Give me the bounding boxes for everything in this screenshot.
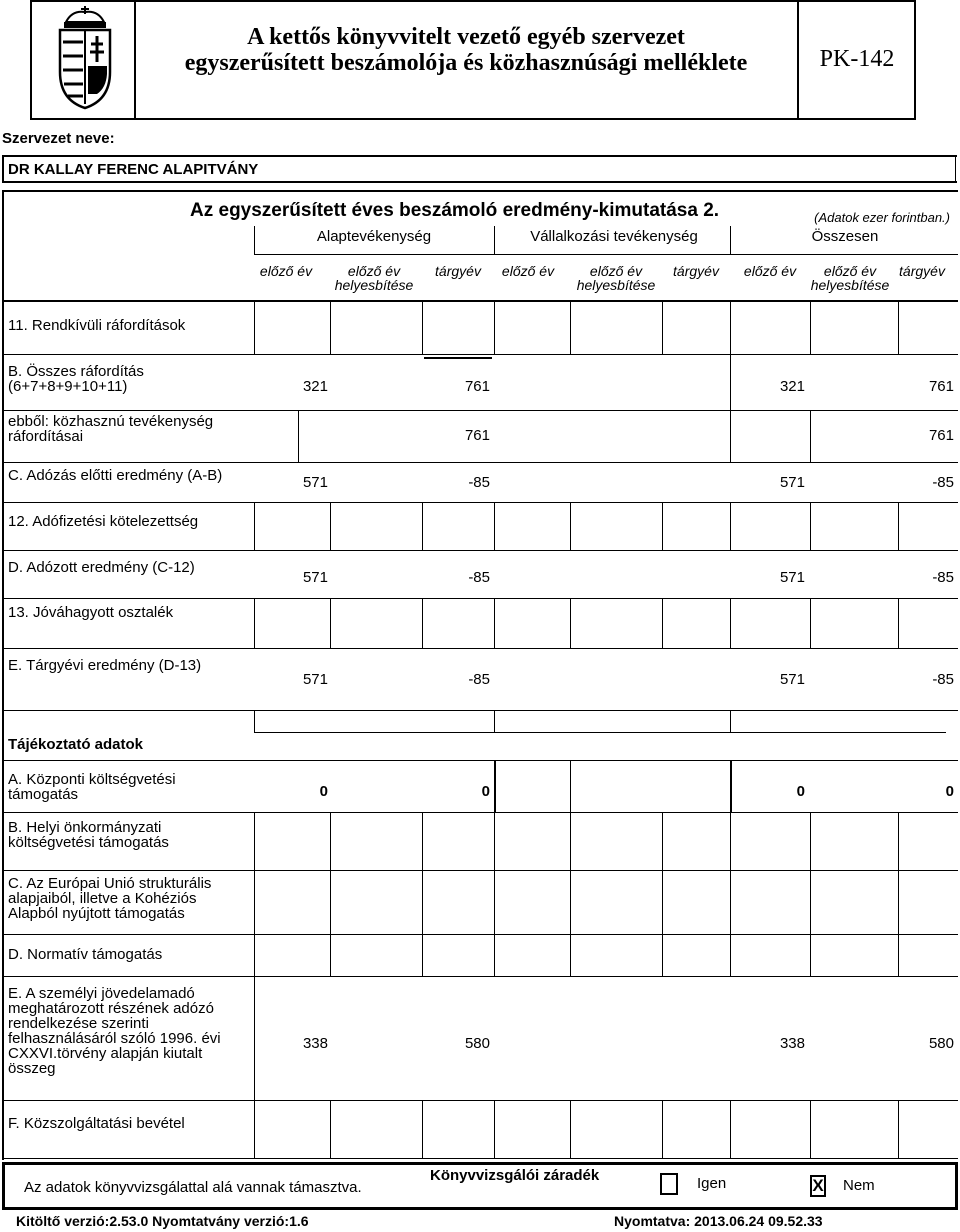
audit-yes-label: Igen [697, 1175, 727, 1192]
info-E-label-line6: összeg [8, 1060, 56, 1077]
row-C-label: C. Adózás előtti eredmény (A-B) [8, 467, 223, 484]
info-F-label: F. Közszolgáltatási bevétel [8, 1115, 185, 1132]
info-E-label-line4: felhasználásáról szóló 1996. évi [8, 1030, 221, 1047]
check-x-icon: X [812, 1176, 824, 1195]
row-Bk-total-curr: 761 [928, 427, 954, 444]
row-B-label-line1: B. Összes ráfordítás [8, 363, 144, 380]
statement-title: Az egyszerűsített éves beszámoló eredmény-kimutatása 2. [190, 200, 720, 221]
row-C-alap-curr: -85 [468, 474, 490, 491]
row-12-label: 12. Adófizetési kötelezettség [8, 513, 199, 530]
row-D-alap-prev: 571 [302, 569, 328, 586]
row-Bk-alap-curr: 761 [464, 427, 490, 444]
col-corr-line2: helyesbítése [576, 277, 656, 293]
info-E-label [8, 986, 221, 1076]
row-11-label: 11. Rendkívüli ráfordítások [8, 317, 186, 334]
info-D-label: D. Normatív támogatás [8, 946, 163, 963]
info-B-label [8, 820, 169, 850]
group-alaptevekenyseg: Alaptevékenység [316, 228, 432, 245]
row-B-total-prev: 321 [779, 378, 805, 395]
col-vall-corr [566, 264, 666, 292]
header-divider [797, 0, 799, 120]
footer-printed: Nyomtatva: 2013.06.24 09.52.33 [614, 1213, 823, 1229]
row-13-label: 13. Jóváhagyott osztalék [8, 604, 174, 621]
info-A-label [8, 772, 176, 802]
info-E-total-curr: 580 [928, 1035, 954, 1052]
info-E-label-line3: rendelkezése szerinti [8, 1015, 149, 1032]
row-E-alap-prev: 571 [302, 671, 328, 688]
col-ossz-curr: tárgyév [899, 263, 945, 279]
form-code: PK-142 [819, 46, 895, 72]
col-corr-line1: előző év [589, 263, 643, 279]
info-A-total-curr: 0 [945, 783, 954, 800]
col-alap-corr [324, 264, 424, 292]
form-title-line2: egyszerűsített beszámolója és közhasznúsági melléklete [184, 50, 748, 76]
col-corr-line2: helyesbítése [334, 277, 414, 293]
info-C-label [8, 876, 211, 921]
info-E-label-line1: E. A személyi jövedelamadó [8, 985, 195, 1002]
info-E-label-line5: CXXVI.törvény alapján kiutalt [8, 1045, 203, 1062]
organization-name-field [2, 155, 957, 183]
row-Bk-label [8, 414, 213, 444]
footer-versions: Kitöltő verzió:2.53.0 Nyomtatvány verzió:1.6 [16, 1213, 309, 1229]
info-A-alap-prev: 0 [319, 783, 328, 800]
row-B-label-line2: (6+7+8+9+10+11) [8, 378, 128, 395]
row-B-label [8, 364, 144, 394]
row-B-total-curr: 761 [928, 378, 954, 395]
audit-yes-checkbox[interactable] [660, 1173, 678, 1195]
info-C-label-line3: Alapból nyújtott támogatás [8, 905, 185, 922]
organization-label: Szervezet neve: [2, 130, 115, 147]
group-vallalkozasi: Vállalkozási tevékenység [530, 228, 698, 245]
audit-no-checkbox[interactable] [810, 1175, 826, 1197]
row-C-alap-prev: 571 [302, 474, 328, 491]
unit-note: (Adatok ezer forintban.) [814, 210, 950, 225]
col-alap-prev: előző év [259, 263, 313, 279]
info-E-label-line2: meghatározott részének adózó [8, 1000, 214, 1017]
row-E-total-prev: 571 [779, 671, 805, 688]
row-C-total-curr: -85 [932, 474, 954, 491]
col-vall-curr: tárgyév [673, 263, 719, 279]
audit-no-label: Nem [843, 1177, 875, 1194]
info-C-label-line1: C. Az Európai Unió strukturális [8, 875, 212, 892]
row-D-total-prev: 571 [779, 569, 805, 586]
info-A-label-line1: A. Központi költségvetési [8, 771, 176, 788]
row-Bk-label-line2: ráfordításai [8, 428, 84, 445]
col-corr-line1: előző év [347, 263, 401, 279]
form-title-line1: A kettős könyvvitelt vezető egyéb szervezet [247, 24, 685, 50]
info-E-alap-prev: 338 [302, 1035, 328, 1052]
row-E-total-curr: -85 [932, 671, 954, 688]
info-E-total-prev: 338 [779, 1035, 805, 1052]
row-C-total-prev: 571 [779, 474, 805, 491]
col-ossz-prev: előző év [743, 263, 797, 279]
row-E-label: E. Tárgyévi eredmény (D-13) [8, 657, 202, 674]
col-alap-curr: tárgyév [435, 263, 481, 279]
row-Bk-label-line1: ebből: közhasznú tevékenység [8, 413, 214, 430]
info-A-alap-curr: 0 [481, 783, 490, 800]
group-osszesen: Összesen [811, 228, 879, 245]
info-E-alap-curr: 580 [464, 1035, 490, 1052]
row-E-alap-curr: -85 [468, 671, 490, 688]
row-D-alap-curr: -85 [468, 569, 490, 586]
audit-title: Könyvvizsgálói záradék [430, 1167, 600, 1184]
info-B-label-line1: B. Helyi önkormányzati [8, 819, 162, 836]
row-B-alap-prev: 321 [302, 378, 328, 395]
form-title [136, 24, 796, 76]
coat-of-arms-icon [52, 4, 118, 114]
info-C-label-line2: alapjaiból, illetve a Kohéziós [8, 890, 197, 907]
info-A-label-line2: támogatás [8, 786, 79, 803]
row-D-total-curr: -85 [932, 569, 954, 586]
organization-name: DR KALLAY FERENC ALAPITVÁNY [8, 161, 259, 178]
row-D-label: D. Adózott eredmény (C-12) [8, 559, 195, 576]
row-B-alap-curr: 761 [464, 378, 490, 395]
info-B-label-line2: költségvetési támogatás [8, 834, 169, 851]
audit-statement: Az adatok könyvvizsgálattal alá vannak támasztva. [24, 1179, 362, 1196]
col-corr-line1: előző év [823, 263, 877, 279]
col-corr-line2: helyesbítése [810, 277, 890, 293]
info-A-total-prev: 0 [796, 783, 805, 800]
info-title: Tájékoztató adatok [8, 736, 144, 753]
col-vall-prev: előző év [501, 263, 555, 279]
